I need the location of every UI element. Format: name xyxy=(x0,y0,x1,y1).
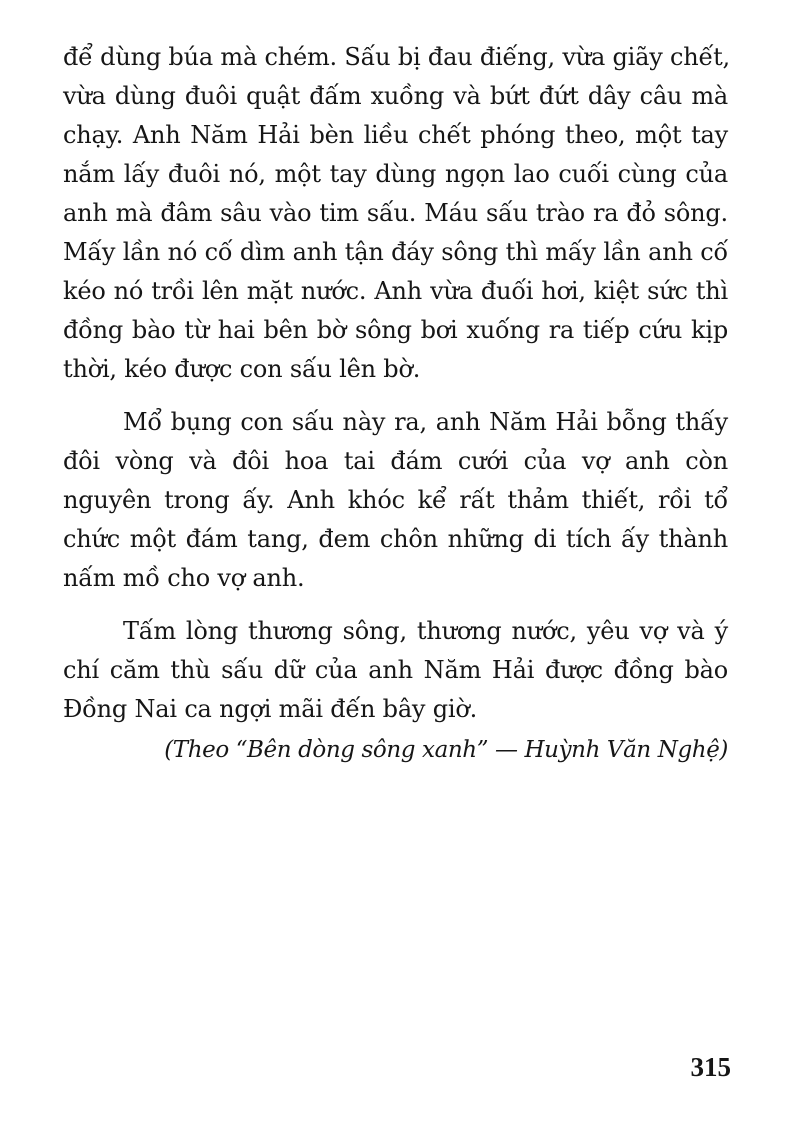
text-line: anh mà đâm sâu vào tim sấu. Máu sấu trào ra đỏ sông. xyxy=(63,199,728,227)
text-line: đôi vòng và đôi hoa tai đám cưới của vợ anh còn xyxy=(63,447,728,475)
text-line: Mấy lần nó cố dìm anh tận đáy sông thì mấy lần anh cố xyxy=(63,238,728,266)
text-line: để dùng búa mà chém. Sấu bị đau điếng, vừa giãy chết, xyxy=(63,43,730,71)
paragraph-3 xyxy=(63,612,728,729)
page-number: 315 xyxy=(690,1052,731,1082)
text-line: đồng bào từ hai bên bờ sông bơi xuống ra tiếp cứu kịp xyxy=(63,316,728,344)
body-text xyxy=(63,38,728,729)
text-line: kéo nó trồi lên mặt nước. Anh vừa đuối hơi, kiệt sức thì xyxy=(63,277,728,305)
text-line: Tấm lòng thương sông, thương nước, yêu vợ và ý xyxy=(123,617,728,645)
paragraph-1 xyxy=(63,38,728,389)
text-line: chí căm thù sấu dữ của anh Năm Hải được đồng bào xyxy=(63,656,728,684)
text-line: chức một đám tang, đem chôn những di tích ấy thành xyxy=(63,525,728,553)
text-line: chạy. Anh Năm Hải bèn liều chết phóng theo, một tay xyxy=(63,121,728,149)
paragraph-spacer xyxy=(63,598,728,612)
text-line: Mổ bụng con sấu này ra, anh Năm Hải bỗng thấy xyxy=(123,408,728,436)
text-line: nắm lấy đuôi nó, một tay dùng ngọn lao cuối cùng của xyxy=(63,160,728,188)
text-line: Đồng Nai ca ngợi mãi đến bây giờ. xyxy=(63,695,478,723)
text-line: nấm mồ cho vợ anh. xyxy=(63,564,305,592)
text-line: thời, kéo được con sấu lên bờ. xyxy=(63,355,421,383)
source-citation: (Theo “Bên dòng sông xanh” — Huỳnh Văn Nghệ) xyxy=(164,737,728,763)
text-line: nguyên trong ấy. Anh khóc kể rất thảm thiết, rồi tổ xyxy=(63,486,728,514)
paragraph-2 xyxy=(63,403,728,598)
text-line: vừa dùng đuôi quật đấm xuồng và bứt đứt dây câu mà xyxy=(63,82,728,110)
paragraph-spacer xyxy=(63,389,728,403)
